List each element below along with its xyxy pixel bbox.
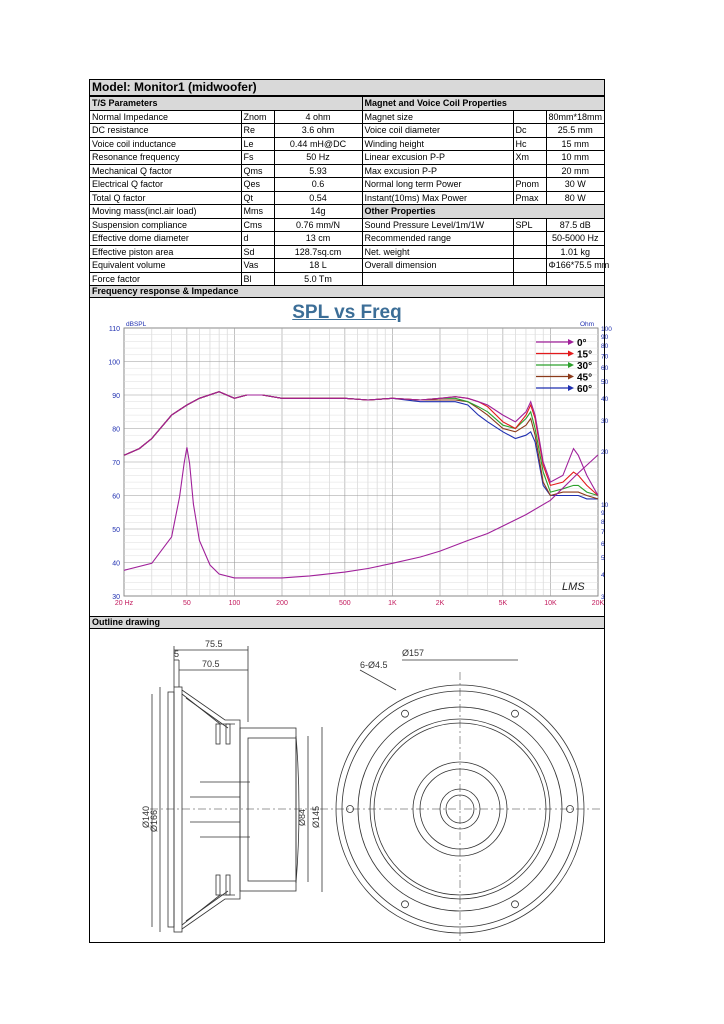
chart-svg (90, 300, 612, 616)
ts-param-symbol: Sd (241, 245, 274, 259)
dim-5: 5 (174, 649, 180, 659)
y2-tick-label: 20 (601, 449, 609, 457)
x-tick-label: 2K (435, 600, 445, 607)
y2-axis-label: Ohm (580, 321, 595, 328)
spec-row (90, 245, 604, 259)
ts-param-symbol: Re (241, 124, 274, 138)
dim-holes: 6-Ø4.5 (360, 660, 388, 670)
prop-symbol: Xm (513, 151, 546, 165)
y2-tick-label: 50 (601, 378, 609, 386)
prop-name: Net. weight (362, 245, 513, 259)
y2-tick-label: 100 (601, 326, 612, 333)
ts-param-value: 0.76 mm/N (274, 218, 362, 232)
dim-140: Ø140 (141, 805, 151, 828)
dim-75-5: 75.5 (205, 639, 223, 649)
prop-value: 15 mm (546, 137, 604, 151)
ts-param-symbol: Fs (241, 151, 274, 165)
x-tick-label: 50 (182, 600, 191, 607)
y2-tick-label: 4 (601, 572, 605, 580)
prop-name: Overall dimension (362, 259, 513, 273)
ts-param-name: Electrical Q factor (90, 178, 241, 192)
prop-name: Linear excusion P-P (362, 151, 513, 165)
spec-row (90, 124, 604, 138)
legend-label-60deg: 60° (577, 384, 593, 395)
y2-tick-label: 30 (601, 418, 609, 426)
empty-cell (362, 272, 513, 286)
y2-tick-label: 40 (601, 396, 609, 404)
prop-name: Magnet size (362, 110, 513, 124)
prop-value: 87.5 dB (546, 218, 604, 232)
ts-param-name: Effective dome diameter (90, 232, 241, 246)
spec-row (90, 178, 604, 192)
y-tick-label: 30 (112, 594, 120, 601)
prop-name: Normal long term Power (362, 178, 513, 192)
spec-row (90, 272, 604, 286)
y2-tick-label: 60 (601, 365, 609, 373)
ts-param-name: Suspension compliance (90, 218, 241, 232)
dim-166: Ø166 (149, 809, 159, 832)
prop-value: Φ166*75.5 mm (546, 259, 604, 273)
x-tick-label: 20K (591, 600, 605, 607)
legend-label-30deg: 30° (577, 361, 593, 372)
prop-name: Max excusion P-P (362, 164, 513, 178)
prop-name: Winding height (362, 137, 513, 151)
ts-param-value: 13 cm (274, 232, 362, 246)
y-tick-label: 50 (112, 527, 120, 534)
dim-70-5: 70.5 (202, 659, 220, 669)
x-tick-label: 5K (498, 600, 508, 607)
x-tick-label: 100 (228, 600, 241, 607)
legend-label-15deg: 15° (577, 349, 593, 361)
ts-param-symbol: d (241, 232, 274, 246)
dim-145: Ø145 (311, 805, 321, 828)
y2-tick-label: 10 (601, 501, 609, 509)
prop-symbol (513, 232, 546, 246)
ts-param-symbol: Bl (241, 272, 274, 286)
lms-watermark: LMS (562, 581, 585, 593)
outline-section-header: Outline drawing (90, 616, 604, 629)
prop-symbol: Hc (513, 137, 546, 151)
prop-symbol (513, 259, 546, 273)
ts-param-value: 5.93 (274, 164, 362, 178)
y2-tick-label: 7 (601, 529, 605, 537)
ts-param-value: 128.7sq.cm (274, 245, 362, 259)
ts-param-name: Total Q factor (90, 191, 241, 205)
y2-tick-label: 80 (601, 343, 609, 351)
prop-symbol (513, 164, 546, 178)
x-tick-label: 1K (388, 600, 397, 607)
prop-name: Sound Pressure Level/1m/1W (362, 218, 513, 232)
prop-name: Recommended range (362, 232, 513, 246)
y2-tick-label: 90 (601, 334, 609, 342)
spec-row (90, 259, 604, 273)
ts-param-symbol: Qms (241, 164, 274, 178)
ts-param-symbol: Vas (241, 259, 274, 273)
ts-param-name: Resonance frequency (90, 151, 241, 165)
outline-drawing (90, 632, 604, 942)
ts-param-name: Equivalent volume (90, 259, 241, 273)
ts-param-value: 18 L (274, 259, 362, 273)
mounting-hole (402, 901, 409, 908)
ts-param-name: DC resistance (90, 124, 241, 138)
front-view (320, 660, 600, 942)
y2-tick-label: 5 (601, 554, 605, 562)
prop-name: Voice coil diameter (362, 124, 513, 138)
ts-param-value: 50 Hz (274, 151, 362, 165)
mounting-hole (402, 710, 409, 717)
y2-tick-label: 3 (601, 594, 605, 601)
x-tick-label: 10K (544, 600, 557, 607)
prop-symbol: SPL (513, 218, 546, 232)
chart-title: SPL vs Freq (292, 302, 402, 323)
legend-label-45deg: 45° (577, 372, 593, 384)
side-view (150, 646, 322, 932)
prop-value: 30 W (546, 178, 604, 192)
ts-param-value: 4 ohm (274, 110, 362, 124)
ts-param-symbol: Mms (241, 205, 274, 219)
frequency-section-header: Frequency response & Impedance (90, 285, 604, 298)
y-tick-label: 40 (112, 560, 120, 568)
dim-84: Ø84 (297, 808, 307, 826)
y-tick-label: 80 (112, 426, 120, 434)
y-tick-label: 110 (108, 326, 120, 333)
x-tick-label: 200 (276, 600, 288, 607)
model-title: Model: Monitor1 (midwoofer) (90, 80, 604, 96)
ts-param-value: 3.6 ohm (274, 124, 362, 138)
spec-row (90, 218, 604, 232)
ts-param-name: Voice coil inductance (90, 137, 241, 151)
datasheet (89, 79, 612, 943)
prop-value: 50-5000 Hz (546, 232, 604, 246)
y2-tick-label: 6 (601, 541, 605, 549)
spec-row (90, 232, 604, 246)
y-axis-label: dBSPL (126, 321, 147, 328)
dim-157: Ø157 (402, 648, 425, 658)
spec-table (90, 96, 610, 286)
legend-label-0deg: 0° (577, 338, 587, 349)
ts-param-value: 0.6 (274, 178, 362, 192)
ts-param-value: 5.0 Tm (274, 272, 362, 286)
spec-row (90, 191, 604, 205)
y2-tick-label: 70 (601, 353, 609, 361)
prop-value: 80mm*18mm (546, 110, 604, 124)
ts-param-symbol: Le (241, 137, 274, 151)
prop-symbol: Pnom (513, 178, 546, 192)
ts-param-symbol: Qt (241, 191, 274, 205)
other-properties-header: Other Properties (362, 205, 604, 219)
prop-value: 1.01 kg (546, 245, 604, 259)
ts-param-value: 14g (274, 205, 362, 219)
y2-tick-label: 9 (601, 510, 605, 518)
prop-name: Instant(10ms) Max Power (362, 191, 513, 205)
spec-row (90, 110, 604, 124)
ts-param-name: Effective piston area (90, 245, 241, 259)
ts-param-symbol: Qes (241, 178, 274, 192)
mounting-hole (512, 710, 519, 717)
prop-value: 80 W (546, 191, 604, 205)
outline-drawing-svg (90, 632, 604, 942)
y-tick-label: 100 (108, 359, 120, 367)
ts-param-name: Mechanical Q factor (90, 164, 241, 178)
empty-cell (546, 272, 604, 286)
magnet-header: Magnet and Voice Coil Properties (362, 97, 604, 111)
prop-value: 20 mm (546, 164, 604, 178)
ts-param-symbol: Znom (241, 110, 274, 124)
frequency-response-chart (90, 300, 612, 616)
ts-param-value: 0.44 mH@DC (274, 137, 362, 151)
ts-param-name: Normal Impedance (90, 110, 241, 124)
empty-cell (513, 272, 546, 286)
spec-row (90, 164, 604, 178)
spec-row (90, 205, 604, 219)
ts-param-name: Force factor (90, 272, 241, 286)
y2-tick-label: 8 (601, 519, 605, 527)
prop-value: 25.5 mm (546, 124, 604, 138)
ts-param-name: Moving mass(incl.air load) (90, 205, 241, 219)
mounting-hole (512, 901, 519, 908)
prop-value: 10 mm (546, 151, 604, 165)
y-tick-label: 90 (112, 393, 120, 400)
x-tick-label: 20 Hz (114, 600, 134, 607)
y-tick-label: 70 (112, 460, 120, 467)
ts-parameters-header: T/S Parameters (90, 97, 362, 111)
spec-row (90, 137, 604, 151)
y-tick-label: 60 (112, 493, 120, 501)
spec-row (90, 151, 604, 165)
ts-param-value: 0.54 (274, 191, 362, 205)
prop-symbol: Dc (513, 124, 546, 138)
ts-param-symbol: Cms (241, 218, 274, 232)
x-tick-label: 500 (339, 600, 351, 607)
prop-symbol: Pmax (513, 191, 546, 205)
prop-symbol (513, 245, 546, 259)
prop-symbol (513, 110, 546, 124)
